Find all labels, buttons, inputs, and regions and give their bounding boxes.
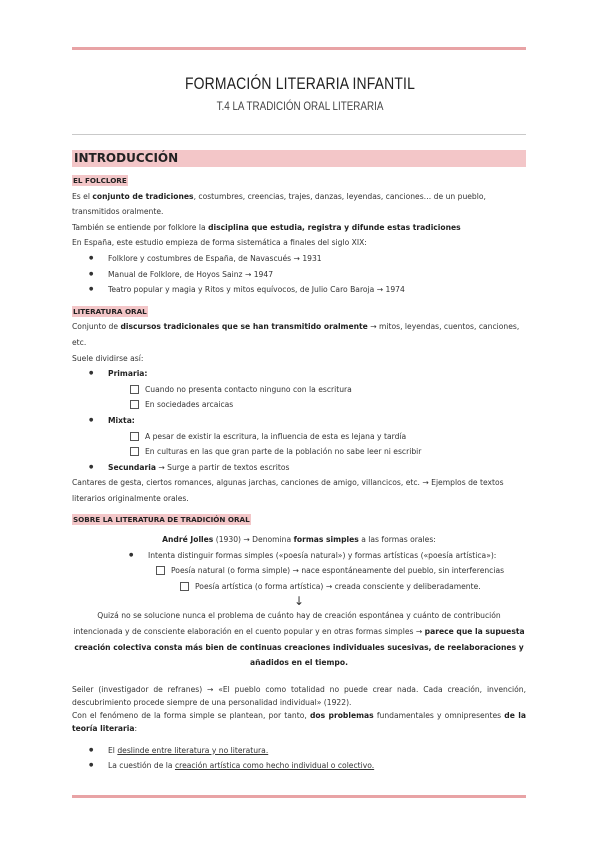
checkbox-icon [130,400,139,409]
list-item: ● El deslinde entre literatura y no literatura. [72,743,526,759]
header-divider [72,134,526,135]
section-heading-introduccion: INTRODUCCIÓN [72,150,526,167]
list-item-secundaria: ● Secundaria → Surge a partir de textos escritos [72,460,526,476]
folclore-definition: Es el conjunto de tradiciones, costumbres, creencias, trajes, danzas, leyendas, canciones… de un pueblo, transmitidos oralmente. [72,191,486,217]
subheading-sobre-literatura: SOBRE LA LITERATURA DE TRADICIÓN ORAL [73,515,250,525]
list-item: ● Teatro popular y magia y Ritos y mitos equívocos, de Julio Caro Baroja → 1974 [72,282,526,298]
list-item: ● La cuestión de la creación artística como hecho individual o colectivo. [72,758,526,774]
checklist-item: A pesar de existir la escritura, la influencia de esta es lejana y tardía [72,429,526,445]
checklist-item: En sociedades arcaicas [72,397,526,413]
quiza-paragraph: Quizá no se solucione nunca el problema de cuánto hay de creación espontánea y cuánto de contribución intencionada y de consciente elaboración en el cuento popular y en otras formas simples → parece que la supuesta creación colectiva consta más bien de continuas creaciones individuales sucesivas, de reelaboraciones y añadidos en el tiempo. [73,611,525,668]
checkbox-icon [156,566,165,575]
folclore-works-list [72,251,526,298]
list-item: ● Manual de Folklore, de Hoyos Sainz → 1947 [72,267,526,283]
list-item: ● Folklore y costumbres de España, de Navascués → 1931 [72,251,526,267]
page-subtitle: T.4 LA TRADICIÓN ORAL LITERARIA [216,99,384,113]
literatura-oral-examples: Cantares de gesta, ciertos romances, algunas jarchas, canciones de amigo, villancicos, etc. → Ejemplos de textos literarios originalmente orales. [72,478,504,503]
checklist-item: Cuando no presenta contacto ninguno con la escritura [72,382,526,398]
checkbox-icon [130,432,139,441]
seiler-quote: Seiler (investigador de refranes) → «El pueblo como totalidad no puede crear nada. Cada creación, invención, descubrimiento procede siempre de una personalidad individual» (1922). [72,684,526,707]
subheading-literatura-oral: LITERATURA ORAL [73,306,147,316]
arrow-down-icon: ↓ [293,594,305,609]
problemas-list [72,743,526,774]
list-item-primaria: ● Primaria: [72,366,526,382]
checkbox-icon [130,447,139,456]
document-body [72,150,526,774]
checklist-item: Poesía natural (o forma simple) → nace espontáneamente del pueblo, sin interferencias [72,563,526,579]
subheading-folclore: EL FOLCLORE [73,176,127,185]
literatura-oral-types [72,366,526,382]
literatura-oral-division: Suele dividirse así: [72,353,144,363]
literatura-oral-definition: Conjunto de discursos tradicionales que se han transmitido oralmente → mitos, leyendas, cuentos, canciones, etc. [72,322,520,347]
top-rule [72,47,526,50]
jolles-line: André Jolles (1930) → Denomina formas simples a las formas orales: [162,535,436,545]
checkbox-icon [130,385,139,394]
document-header [0,74,600,113]
checkbox-icon [180,582,189,591]
list-item-mixta: ● Mixta: [72,413,526,429]
folclore-discipline: También se entiende por folklore la disciplina que estudia, registra y difunde estas tradiciones [72,222,461,232]
page-title: FORMACIÓN LITERARIA INFANTIL [184,74,415,93]
bottom-rule [72,795,526,798]
checklist-item: En culturas en las que gran parte de la población no sabe leer ni escribir [72,444,526,460]
checklist-item: Poesía artística (o forma artística) → creada consciente y deliberadamente. [72,579,526,595]
fenomeno-paragraph: Con el fenómeno de la forma simple se plantean, por tanto, dos problemas fundamentales y omnipresentes de la teoría literaria: [72,710,527,733]
list-item: ● Intenta distinguir formas simples («poesía natural») y formas artísticas («poesía artística»): [112,548,526,564]
folclore-history: En España, este estudio empieza de forma sistemática a finales del siglo XIX: [72,238,367,248]
